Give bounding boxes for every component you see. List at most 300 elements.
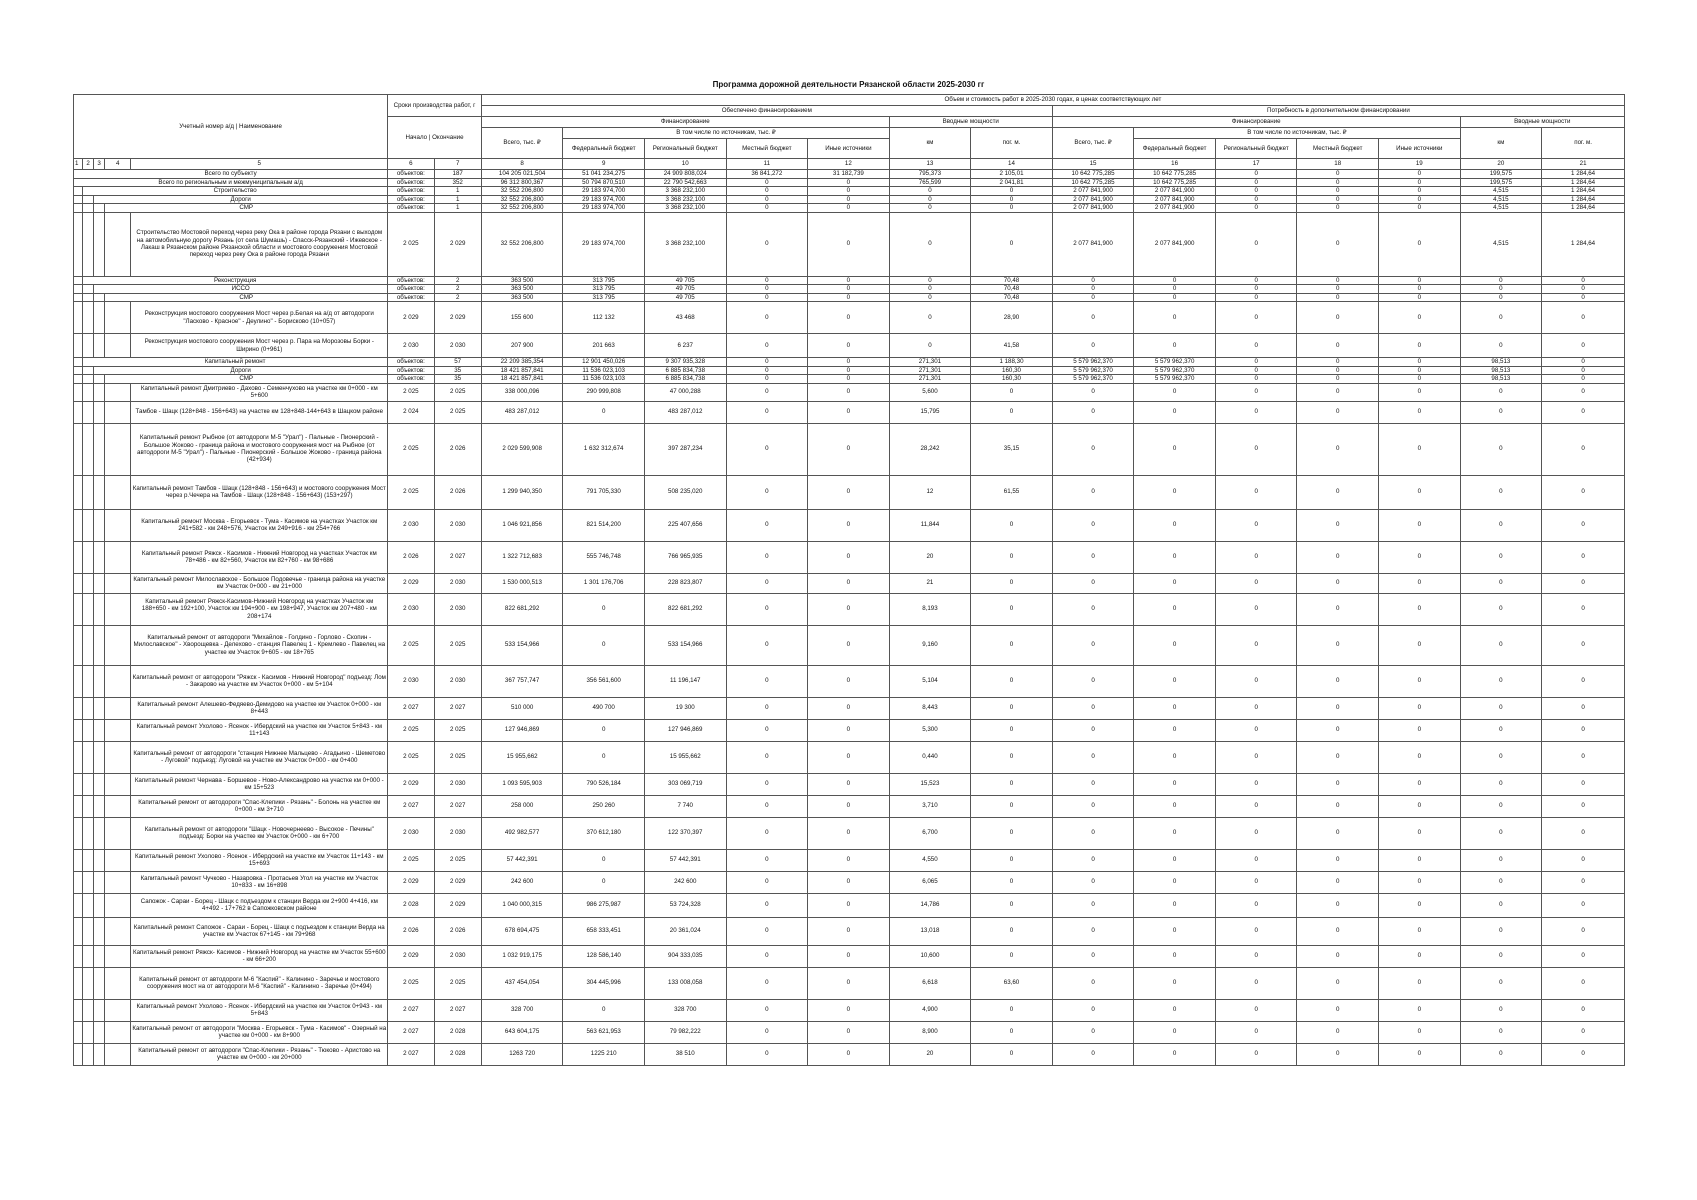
indent-cell (83, 719, 94, 741)
cell-other: 0 (808, 945, 890, 967)
cell-local: 0 (726, 366, 808, 375)
cell-regional: 533 154,966 (644, 625, 726, 665)
cell-federal: 29 183 974,700 (563, 204, 645, 213)
cell-other: 0 (808, 999, 890, 1021)
cell-km: 6,065 (889, 871, 971, 893)
cell-need-regional: 0 (1215, 334, 1297, 358)
cell-need-km: 0 (1460, 893, 1542, 917)
cell-pm: 28,90 (971, 302, 1053, 334)
cell-need-local: 0 (1297, 945, 1379, 967)
header-secured: Обеспечено финансированием (481, 106, 1052, 117)
cell-regional: 127 946,869 (644, 719, 726, 741)
cell-need-regional: 0 (1215, 773, 1297, 795)
cell-other: 0 (808, 1021, 890, 1043)
cell-federal: 51 041 234,275 (563, 170, 645, 179)
cell-pm: 0 (971, 1021, 1053, 1043)
cell-need-local: 0 (1297, 665, 1379, 697)
row-start: 2 025 (388, 475, 434, 509)
cell-need-federal: 0 (1134, 285, 1216, 294)
row-start: объектов: (388, 187, 434, 196)
table-row (74, 795, 1625, 817)
row-end: 2 029 (434, 302, 481, 334)
cell-need-regional: 0 (1215, 366, 1297, 375)
row-end: 187 (434, 170, 481, 179)
cell-need-other: 0 (1379, 893, 1461, 917)
header-regional-2: Региональный бюджет (1215, 139, 1297, 159)
indent-cell (83, 541, 94, 573)
indent-cell (83, 967, 94, 999)
cell-local: 0 (726, 795, 808, 817)
column-number: 18 (1297, 159, 1379, 170)
cell-need-federal: 2 077 841,900 (1134, 204, 1216, 213)
cell-local: 0 (726, 917, 808, 945)
cell-need-local: 0 (1297, 187, 1379, 196)
cell-other: 0 (808, 293, 890, 302)
row-name: Капитальный ремонт от автодороги "Спас-Клепики - Рязань" - Болонь на участке км 0+000 - км 3+710 (131, 795, 388, 817)
row-start: объектов: (388, 170, 434, 179)
cell-need-total: 5 579 962,370 (1052, 358, 1134, 367)
cell-federal: 0 (563, 999, 645, 1021)
cell-need-km: 199,575 (1460, 178, 1542, 187)
cell-km: 0 (889, 334, 971, 358)
row-start: объектов: (388, 375, 434, 384)
cell-total: 15 955,662 (481, 741, 563, 773)
cell-need-regional: 0 (1215, 999, 1297, 1021)
cell-other: 0 (808, 741, 890, 773)
table-row (74, 871, 1625, 893)
cell-total: 242 600 (481, 871, 563, 893)
cell-federal: 290 999,808 (563, 383, 645, 401)
cell-need-pm: 0 (1542, 302, 1625, 334)
indent-cell (105, 401, 131, 423)
header-km-2: км (1460, 128, 1542, 159)
cell-total: 1 530 000,513 (481, 573, 563, 593)
cell-total: 155 600 (481, 302, 563, 334)
indent-cell (74, 401, 83, 423)
cell-pm: 0 (971, 541, 1053, 573)
cell-need-other: 0 (1379, 285, 1461, 294)
cell-local: 0 (726, 665, 808, 697)
cell-other: 0 (808, 358, 890, 367)
cell-federal: 11 536 023,103 (563, 375, 645, 384)
table-row (74, 475, 1625, 509)
cell-regional: 79 982,222 (644, 1021, 726, 1043)
indent-cell (83, 195, 94, 204)
cell-other: 0 (808, 917, 890, 945)
cell-need-local: 0 (1297, 423, 1379, 475)
cell-local: 0 (726, 625, 808, 665)
cell-need-local: 0 (1297, 475, 1379, 509)
indent-cell (74, 773, 83, 795)
row-end: 2 027 (434, 697, 481, 719)
cell-km: 0 (889, 212, 971, 276)
cell-local: 0 (726, 285, 808, 294)
indent-cell (74, 1043, 83, 1065)
cell-total: 32 552 206,800 (481, 187, 563, 196)
row-start: объектов: (388, 195, 434, 204)
cell-pm: 0 (971, 509, 1053, 541)
column-number: 20 (1460, 159, 1542, 170)
cell-regional: 6 885 834,738 (644, 366, 726, 375)
table-row (74, 849, 1625, 871)
cell-need-total: 2 077 841,900 (1052, 187, 1134, 196)
row-end: 2 030 (434, 573, 481, 593)
cell-regional: 20 361,024 (644, 917, 726, 945)
cell-pm: 0 (971, 719, 1053, 741)
cell-federal: 128 586,140 (563, 945, 645, 967)
cell-need-pm: 0 (1542, 358, 1625, 367)
cell-need-km: 0 (1460, 817, 1542, 849)
cell-need-other: 0 (1379, 358, 1461, 367)
cell-regional: 19 300 (644, 697, 726, 719)
cell-need-other: 0 (1379, 849, 1461, 871)
cell-federal: 0 (563, 593, 645, 625)
indent-cell (94, 741, 105, 773)
indent-cell (94, 849, 105, 871)
cell-local: 0 (726, 741, 808, 773)
cell-total: 363 500 (481, 276, 563, 285)
indent-cell (74, 573, 83, 593)
cell-need-pm: 0 (1542, 475, 1625, 509)
cell-other: 0 (808, 541, 890, 573)
header-volume: Объем и стоимость работ в 2025-2030 годах, в ценах соответствующих лет (481, 95, 1624, 106)
cell-need-km: 98,513 (1460, 358, 1542, 367)
cell-total: 483 287,012 (481, 401, 563, 423)
row-end: 2 028 (434, 1043, 481, 1065)
row-end: 2 030 (434, 945, 481, 967)
indent-cell (94, 573, 105, 593)
cell-need-other: 0 (1379, 999, 1461, 1021)
cell-federal: 12 901 450,026 (563, 358, 645, 367)
row-end: 2 025 (434, 741, 481, 773)
cell-need-federal: 2 077 841,900 (1134, 212, 1216, 276)
cell-regional: 397 287,234 (644, 423, 726, 475)
row-end: 57 (434, 358, 481, 367)
column-number: 17 (1215, 159, 1297, 170)
indent-cell (94, 383, 105, 401)
cell-total: 22 209 385,354 (481, 358, 563, 367)
indent-cell (94, 871, 105, 893)
cell-need-local: 0 (1297, 334, 1379, 358)
indent-cell (83, 573, 94, 593)
cell-need-km: 0 (1460, 509, 1542, 541)
cell-pm: 1 188,30 (971, 358, 1053, 367)
cell-regional: 3 368 232,100 (644, 212, 726, 276)
cell-federal: 791 705,330 (563, 475, 645, 509)
indent-cell (94, 509, 105, 541)
indent-cell (83, 334, 94, 358)
cell-need-other: 0 (1379, 170, 1461, 179)
cell-need-other: 0 (1379, 593, 1461, 625)
cell-need-regional: 0 (1215, 945, 1297, 967)
cell-need-km: 0 (1460, 276, 1542, 285)
cell-total: 57 442,391 (481, 849, 563, 871)
cell-total: 363 500 (481, 293, 563, 302)
cell-need-federal: 0 (1134, 509, 1216, 541)
indent-cell (105, 509, 131, 541)
cell-need-pm: 1 284,64 (1542, 195, 1625, 204)
cell-need-other: 0 (1379, 741, 1461, 773)
cell-need-regional: 0 (1215, 195, 1297, 204)
row-start: 2 025 (388, 212, 434, 276)
cell-need-total: 5 579 962,370 (1052, 375, 1134, 384)
cell-need-total: 0 (1052, 285, 1134, 294)
indent-cell (83, 401, 94, 423)
cell-need-other: 0 (1379, 475, 1461, 509)
cell-need-regional: 0 (1215, 917, 1297, 945)
header-other-2: Иные источники (1379, 139, 1461, 159)
cell-need-federal: 0 (1134, 773, 1216, 795)
row-start: объектов: (388, 204, 434, 213)
indent-cell (94, 1021, 105, 1043)
cell-other: 0 (808, 871, 890, 893)
table-row (74, 509, 1625, 541)
indent-cell (94, 795, 105, 817)
cell-km: 11,844 (889, 509, 971, 541)
cell-need-km: 0 (1460, 285, 1542, 294)
cell-need-total: 5 579 962,370 (1052, 366, 1134, 375)
cell-regional: 228 823,807 (644, 573, 726, 593)
column-number: 7 (434, 159, 481, 170)
cell-need-local: 0 (1297, 1021, 1379, 1043)
cell-total: 533 154,966 (481, 625, 563, 665)
cell-other: 0 (808, 285, 890, 294)
cell-regional: 133 008,058 (644, 967, 726, 999)
header-financing-2: Финансирование (1052, 117, 1460, 128)
indent-cell (74, 276, 83, 285)
column-number: 12 (808, 159, 890, 170)
indent-cell (74, 795, 83, 817)
cell-need-local: 0 (1297, 795, 1379, 817)
cell-km: 0 (889, 195, 971, 204)
cell-need-federal: 5 579 962,370 (1134, 366, 1216, 375)
indent-cell (83, 741, 94, 773)
cell-km: 271,301 (889, 358, 971, 367)
cell-regional: 11 196,147 (644, 665, 726, 697)
cell-local: 0 (726, 178, 808, 187)
cell-need-regional: 0 (1215, 475, 1297, 509)
cell-km: 20 (889, 541, 971, 573)
cell-other: 0 (808, 1043, 890, 1065)
cell-other: 0 (808, 573, 890, 593)
table-body (74, 170, 1625, 1066)
cell-need-pm: 0 (1542, 593, 1625, 625)
cell-km: 15,795 (889, 401, 971, 423)
cell-need-local: 0 (1297, 849, 1379, 871)
table-row (74, 187, 1625, 196)
cell-other: 0 (808, 773, 890, 795)
cell-need-other: 0 (1379, 573, 1461, 593)
row-end: 2 028 (434, 1021, 481, 1043)
cell-federal: 313 795 (563, 293, 645, 302)
cell-need-federal: 0 (1134, 741, 1216, 773)
cell-local: 0 (726, 967, 808, 999)
cell-need-total: 0 (1052, 999, 1134, 1021)
cell-need-total: 2 077 841,900 (1052, 212, 1134, 276)
cell-need-total: 0 (1052, 817, 1134, 849)
table-row (74, 999, 1625, 1021)
cell-total: 32 552 206,800 (481, 195, 563, 204)
indent-cell (105, 967, 131, 999)
cell-need-pm: 0 (1542, 276, 1625, 285)
cell-other: 0 (808, 302, 890, 334)
cell-km: 765,599 (889, 178, 971, 187)
row-end: 2 029 (434, 893, 481, 917)
cell-need-total: 0 (1052, 423, 1134, 475)
column-number: 5 (131, 159, 388, 170)
cell-need-local: 0 (1297, 999, 1379, 1021)
table-row (74, 773, 1625, 795)
cell-pm: 0 (971, 773, 1053, 795)
indent-cell (74, 967, 83, 999)
row-start: 2 025 (388, 423, 434, 475)
row-start: 2 025 (388, 741, 434, 773)
cell-need-federal: 0 (1134, 945, 1216, 967)
row-end: 1 (434, 204, 481, 213)
table-row (74, 945, 1625, 967)
indent-cell (105, 893, 131, 917)
row-end: 2 029 (434, 212, 481, 276)
cell-other: 0 (808, 967, 890, 999)
cell-km: 0 (889, 302, 971, 334)
indent-cell (74, 334, 83, 358)
cell-federal: 313 795 (563, 285, 645, 294)
row-start: 2 025 (388, 383, 434, 401)
cell-need-pm: 0 (1542, 741, 1625, 773)
cell-need-total: 0 (1052, 475, 1134, 509)
cell-need-km: 0 (1460, 719, 1542, 741)
indent-cell (74, 212, 83, 276)
row-name: Капитальный ремонт от автодороги М-6 "Каспий" - Калинино - Заречье и мостового сооружения мост на от автодороги М-6 "Каспий" - Калинино - Заречье (0+494) (131, 967, 388, 999)
cell-federal: 313 795 (563, 276, 645, 285)
cell-need-regional: 0 (1215, 893, 1297, 917)
cell-km: 9,160 (889, 625, 971, 665)
cell-need-local: 0 (1297, 817, 1379, 849)
cell-federal: 356 561,600 (563, 665, 645, 697)
indent-cell (83, 366, 94, 375)
table-row (74, 285, 1625, 294)
cell-other: 0 (808, 849, 890, 871)
indent-cell (74, 999, 83, 1021)
row-name: Капитальный ремонт Ухолово - Ясенок - Ибердский на участке км Участок 0+943 - км 5+843 (131, 999, 388, 1021)
row-name: Всего по региональным и межмуниципальным а/д (74, 178, 388, 187)
cell-total: 1 299 940,350 (481, 475, 563, 509)
cell-need-other: 0 (1379, 817, 1461, 849)
cell-need-total: 0 (1052, 1043, 1134, 1065)
cell-need-km: 0 (1460, 293, 1542, 302)
indent-cell (74, 475, 83, 509)
header-end: Окончание (432, 133, 464, 141)
cell-need-regional: 0 (1215, 871, 1297, 893)
cell-need-federal: 10 642 775,285 (1134, 170, 1216, 179)
cell-need-federal: 0 (1134, 475, 1216, 509)
row-end: 2 027 (434, 541, 481, 573)
row-start: объектов: (388, 358, 434, 367)
cell-regional: 483 287,012 (644, 401, 726, 423)
cell-need-other: 0 (1379, 366, 1461, 375)
indent-cell (83, 999, 94, 1021)
row-name: Капитальный ремонт Ряжск-Касимов-Нижний Новгород на участках Участок км 188+650 - км 192+100, Участок км 194+900 - км 198+947, Участок км 207+480 - км 208+174 (131, 593, 388, 625)
cell-total: 1 093 595,903 (481, 773, 563, 795)
cell-other: 0 (808, 375, 890, 384)
cell-need-federal: 0 (1134, 276, 1216, 285)
cell-regional: 6 885 834,738 (644, 375, 726, 384)
row-name: Капитальный ремонт от автодороги "Ряжск - Касимов - Нижний Новгород" подъезд: Лом - Закарово на участке км Участок 0+000 - км 5+104 (131, 665, 388, 697)
indent-cell (105, 773, 131, 795)
cell-pm: 0 (971, 1043, 1053, 1065)
cell-need-pm: 0 (1542, 573, 1625, 593)
cell-federal: 201 663 (563, 334, 645, 358)
cell-need-local: 0 (1297, 625, 1379, 665)
cell-need-km: 0 (1460, 741, 1542, 773)
cell-need-regional: 0 (1215, 509, 1297, 541)
cell-need-regional: 0 (1215, 383, 1297, 401)
column-number: 8 (481, 159, 563, 170)
cell-other: 0 (808, 593, 890, 625)
cell-regional: 24 909 808,024 (644, 170, 726, 179)
row-end: 2 025 (434, 719, 481, 741)
cell-need-pm: 0 (1542, 401, 1625, 423)
indent-cell (105, 212, 131, 276)
indent-cell (83, 893, 94, 917)
cell-km: 5,300 (889, 719, 971, 741)
cell-need-km: 0 (1460, 541, 1542, 573)
indent-cell (105, 665, 131, 697)
cell-total: 510 000 (481, 697, 563, 719)
row-start: 2 027 (388, 697, 434, 719)
cell-need-km: 0 (1460, 849, 1542, 871)
row-end: 2 025 (434, 625, 481, 665)
table-row (74, 917, 1625, 945)
column-number: 9 (563, 159, 645, 170)
cell-need-regional: 0 (1215, 541, 1297, 573)
cell-need-other: 0 (1379, 1021, 1461, 1043)
cell-other: 0 (808, 817, 890, 849)
cell-need-federal: 0 (1134, 817, 1216, 849)
cell-need-total: 0 (1052, 849, 1134, 871)
cell-local: 0 (726, 509, 808, 541)
indent-cell (105, 999, 131, 1021)
cell-local: 0 (726, 573, 808, 593)
header-by-source-2: В том числе по источникам, тыс. ₽ (1134, 128, 1460, 139)
row-name: Капитальный ремонт Дмитриево - Дахово - Семенчухово на участке км 0+000 - км 5+600 (131, 383, 388, 401)
cell-need-total: 0 (1052, 625, 1134, 665)
row-end: 2 030 (434, 817, 481, 849)
indent-cell (74, 541, 83, 573)
cell-need-federal: 0 (1134, 423, 1216, 475)
row-name: Капитальный ремонт Милославское - Большое Подовечье - граница района на участке км Участок 0+000 - км 21+000 (131, 573, 388, 593)
cell-need-pm: 0 (1542, 509, 1625, 541)
cell-pm: 0 (971, 625, 1053, 665)
cell-need-total: 0 (1052, 917, 1134, 945)
row-end: 2 026 (434, 423, 481, 475)
column-number: 15 (1052, 159, 1134, 170)
indent-cell (74, 375, 83, 384)
header-name: Учетный номер а/д | Наименование (74, 95, 388, 159)
cell-need-total: 0 (1052, 276, 1134, 285)
indent-cell (74, 719, 83, 741)
header-km: км (889, 128, 971, 159)
row-start: 2 025 (388, 719, 434, 741)
cell-regional: 47 000,288 (644, 383, 726, 401)
cell-need-other: 0 (1379, 334, 1461, 358)
cell-need-km: 0 (1460, 334, 1542, 358)
indent-cell (105, 541, 131, 573)
cell-pm: 2 105,01 (971, 170, 1053, 179)
cell-km: 271,301 (889, 375, 971, 384)
cell-km: 8,900 (889, 1021, 971, 1043)
indent-cell (74, 302, 83, 334)
